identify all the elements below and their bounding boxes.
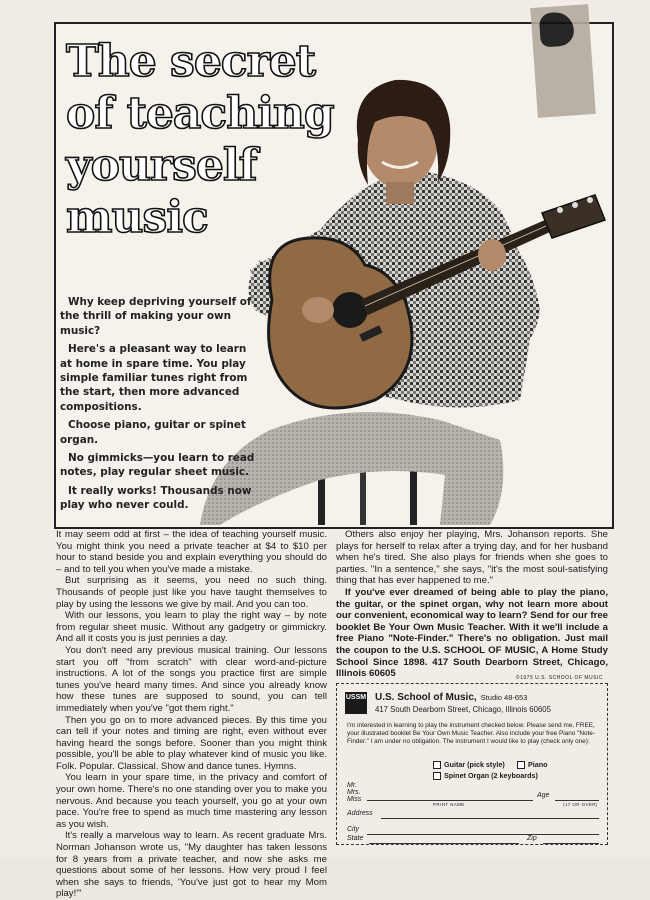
name-input[interactable]: [367, 800, 533, 801]
option-guitar[interactable]: [433, 760, 505, 769]
pitch-line: It really works! Thousands now play who never could.: [60, 484, 252, 512]
option-piano[interactable]: [517, 760, 548, 769]
body-paragraph: With our lessons, you learn to play the right way – by note from regular sheet music. Without any gadgetry or gimmickry. And all it costs you is just pennies a day.: [56, 610, 327, 645]
prefix-mr: Mr.: [347, 782, 357, 789]
option-label: Piano: [528, 760, 548, 769]
body-paragraph: But surprising as it seems, you need no such thing. Thousands of people just like you have taught themselves to play by using the lessons we give by mail. And you can too.: [56, 575, 327, 610]
body-paragraph-offer: If you've ever dreamed of being able to play the piano, the guitar, or the spinet organ, why not learn more about our convenient, economical way to learn? Send for our free booklet Be Your Own Music Teacher. With it we'll include a free Piano "Note-Finder." There's no obligation. Just mail the coupon to the U.S. SCHOOL OF MUSIC, A Home Study School Since 1898. 417 South Dearborn Street, Chicago, Illinois 60605: [336, 586, 608, 680]
school-name-text: U.S. School of Music,: [375, 692, 477, 703]
address-input[interactable]: [381, 818, 599, 819]
mail-coupon[interactable]: [336, 675, 608, 845]
organ-checkbox[interactable]: [433, 772, 441, 780]
age-input[interactable]: [555, 800, 599, 801]
studio-number: Studio 48-653: [480, 693, 528, 702]
body-paragraph: You don't need any previous musical training. Our lessons start you off "from scratch" with clear word-and-picture instructions. A lot of the songs you practice first are simple tunes you've heard many times. And since you already know how these tunes are supposed to sound, you can tell immediately when you've "got them right.": [56, 644, 327, 714]
body-column-right: [336, 529, 608, 680]
copyright-note: ©1975 U.S. SCHOOL OF MUSIC: [515, 675, 603, 681]
city-input[interactable]: [367, 834, 599, 835]
pitch-line: Here's a pleasant way to learn at home in spare time. You play simple familiar tunes right from the start, then more advanced compositions.: [60, 343, 248, 413]
state-input[interactable]: [369, 843, 519, 844]
name-prefix: [347, 782, 361, 803]
option-label: Spinet Organ (2 keyboards): [444, 771, 538, 780]
piano-checkbox[interactable]: [517, 761, 525, 769]
guitar-checkbox[interactable]: [433, 761, 441, 769]
option-label: Guitar (pick style): [444, 760, 505, 769]
body-paragraph: It's really a marvelous way to learn. As recent graduate Mrs. Norman Johanson wrote us, "My daughter has taken lessons for 8 years from a private teacher, and now she asks me questions about some of her lessons. How very proud I feel when she says to friends, 'You've just got to hear my Mom play!'": [56, 830, 327, 900]
pitch-line: No gimmicks—you learn to read notes, play regular sheet music.: [60, 452, 255, 479]
option-spinet-organ[interactable]: [433, 771, 538, 780]
prefix-miss: Miss: [347, 796, 362, 803]
city-label: City: [347, 826, 360, 833]
body-column-left: [56, 529, 327, 900]
ussm-logo: USSM: [345, 692, 367, 714]
interest-text: I'm interested in learning to play the instrument checked below. Please send me, FREE, your illustrated booklet Be Your Own Music Teacher. Also include your free Piano "Note-Finder." I am under no obligation. The instrument I would like to play (check only one):: [347, 722, 595, 745]
zip-label: Zip: [527, 835, 537, 842]
guitarist-photo: [200, 70, 608, 525]
body-paragraph: It may seem odd at first – the idea of teaching yourself music. You might think you need a private teacher at $4 to $10 per hour to stand beside you and explain everything you should do – and to tell you when you've made a mistake.: [56, 529, 327, 575]
body-paragraph: You learn in your spare time, in the privacy and comfort of your own home. There's no one standing over you to make you nervous. And because you teach yourself, you go at your own pace. You're free to spend as much time mastering any lesson as you wish.: [56, 772, 327, 830]
prefix-mrs: Mrs.: [347, 789, 361, 796]
print-name-hint: PRINT NAME: [433, 802, 465, 807]
age-label: Age: [537, 792, 550, 799]
pitch-copy: [60, 295, 260, 517]
pitch-line: Choose piano, guitar or spinet organ.: [60, 419, 246, 446]
school-address: 417 South Dearborn Street, Chicago, Illinois 60605: [375, 705, 551, 714]
address-label: Address: [347, 810, 373, 817]
school-name: [375, 692, 527, 703]
headline: The secret of teaching yourself music: [66, 36, 334, 243]
pitch-line: Why keep depriving yourself of the thrill of making your own music?: [60, 296, 252, 337]
age-hint: (17 OR OVER): [563, 802, 598, 807]
body-paragraph: Others also enjoy her playing, Mrs. Johanson reports. She plays for herself to relax after a trying day, and for her husband when he's tired. She also plays for friends when she goes to parties. "In a sentence," she says, "it's the most soul-satisfying thing that has ever happened to me.": [336, 529, 608, 587]
state-label: State: [347, 835, 364, 842]
zip-input[interactable]: [543, 843, 599, 844]
body-paragraph: Then you go on to more advanced pieces. By this time you can tell if your notes and timing are right, even without ever having heard the songs before. Sooner than you might think possible, you'll be able to play whatever kind of music you like. Folk. Popular. Classical. Show and dance tunes. Hymns.: [56, 714, 327, 772]
